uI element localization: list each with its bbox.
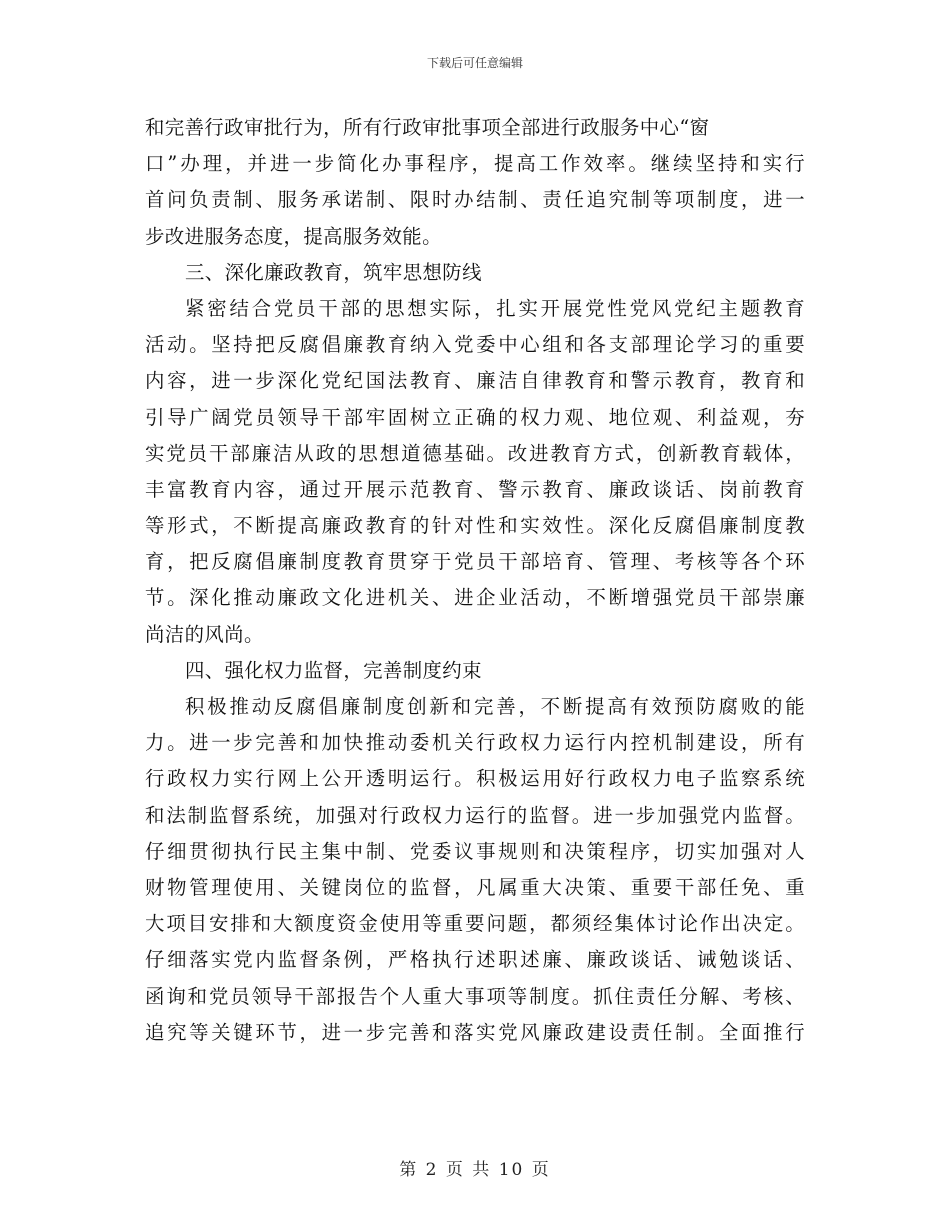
text-line: 四、强化权力监督，完善制度约束	[185, 658, 482, 682]
text-line: 和完善行政审批行为，所有行政审批事项全部进行政服务中心“窗	[145, 116, 710, 139]
text-line: 育，把反腐倡廉制度教育贯穿于党员干部培育、管理、考核等各个环	[145, 550, 805, 574]
text-line: 尚洁的风尚。	[145, 622, 264, 646]
text-line: 步改进服务态度，提高服务效能。	[145, 224, 442, 248]
text-line: 仔细贯彻执行民主集中制、党委议事规则和决策程序，切实加强对人	[145, 839, 805, 863]
text-line: 引导广阔党员领导干部牢固树立正确的权力观、地位观、利益观，夯	[145, 405, 805, 429]
page-header: 下载后可任意编辑	[426, 56, 523, 70]
text-line: 紧密结合党员干部的思想实际，扎实开展党性党风党纪主题教育	[185, 296, 805, 320]
text-line: 三、深化廉政教育，筑牢思想防线	[185, 260, 482, 284]
text-line: 积极推动反腐倡廉制度创新和完善，不断提高有效预防腐败的能	[185, 695, 805, 718]
text-line: 仔细落实党内监督条例，严格执行述职述廉、廉政谈话、诫勉谈话、	[145, 948, 805, 972]
text-line: 首问负责制、服务承诺制、限时办结制、责任追究制等项制度，进一	[145, 188, 805, 212]
text-line: 实党员干部廉洁从政的思想道德基础。改进教育方式，创新教育载体，	[145, 441, 805, 465]
text-line: 内容，进一步深化党纪国法教育、廉洁自律教育和警示教育，教育和	[145, 369, 805, 393]
text-line: 大项目安排和大额度资金使用等重要问题，都须经集体讨论作出决定。	[145, 912, 805, 936]
text-line: 行政权力实行网上公开透明运行。积极运用好行政权力电子监察系统	[145, 767, 805, 791]
text-line: 节。深化推动廉政文化进机关、进企业活动，不断增强党员干部崇廉	[145, 586, 805, 610]
document-body	[145, 110, 805, 1051]
text-line: 财物管理使用、关键岗位的监督，凡属重大决策、重要干部任免、重	[145, 875, 805, 899]
text-line: 口”办理，并进一步简化办事程序，提高工作效率。继续坚持和实行	[145, 152, 805, 176]
text-line: 等形式，不断提高廉政教育的针对性和实效性。深化反腐倡廉制度教	[145, 514, 805, 538]
text-line: 活动。坚持把反腐倡廉教育纳入党委中心组和各支部理论学习的重要	[145, 333, 805, 357]
text-line: 追究等关键环节，进一步完善和落实党风廉政建设责任制。全面推行	[145, 1020, 805, 1044]
page-number-footer: 第 2 页 共 10 页	[399, 1160, 551, 1180]
text-line: 函询和党员领导干部报告个人重大事项等制度。抓住责任分解、考核、	[145, 984, 805, 1008]
text-line: 和法制监督系统，加强对行政权力运行的监督。进一步加强党内监督。	[145, 803, 805, 827]
text-line: 丰富教育内容，通过开展示范教育、警示教育、廉政谈话、岗前教育	[145, 477, 805, 501]
text-line: 力。进一步完善和加快推动委机关行政权力运行内控机制建设，所有	[145, 731, 805, 755]
